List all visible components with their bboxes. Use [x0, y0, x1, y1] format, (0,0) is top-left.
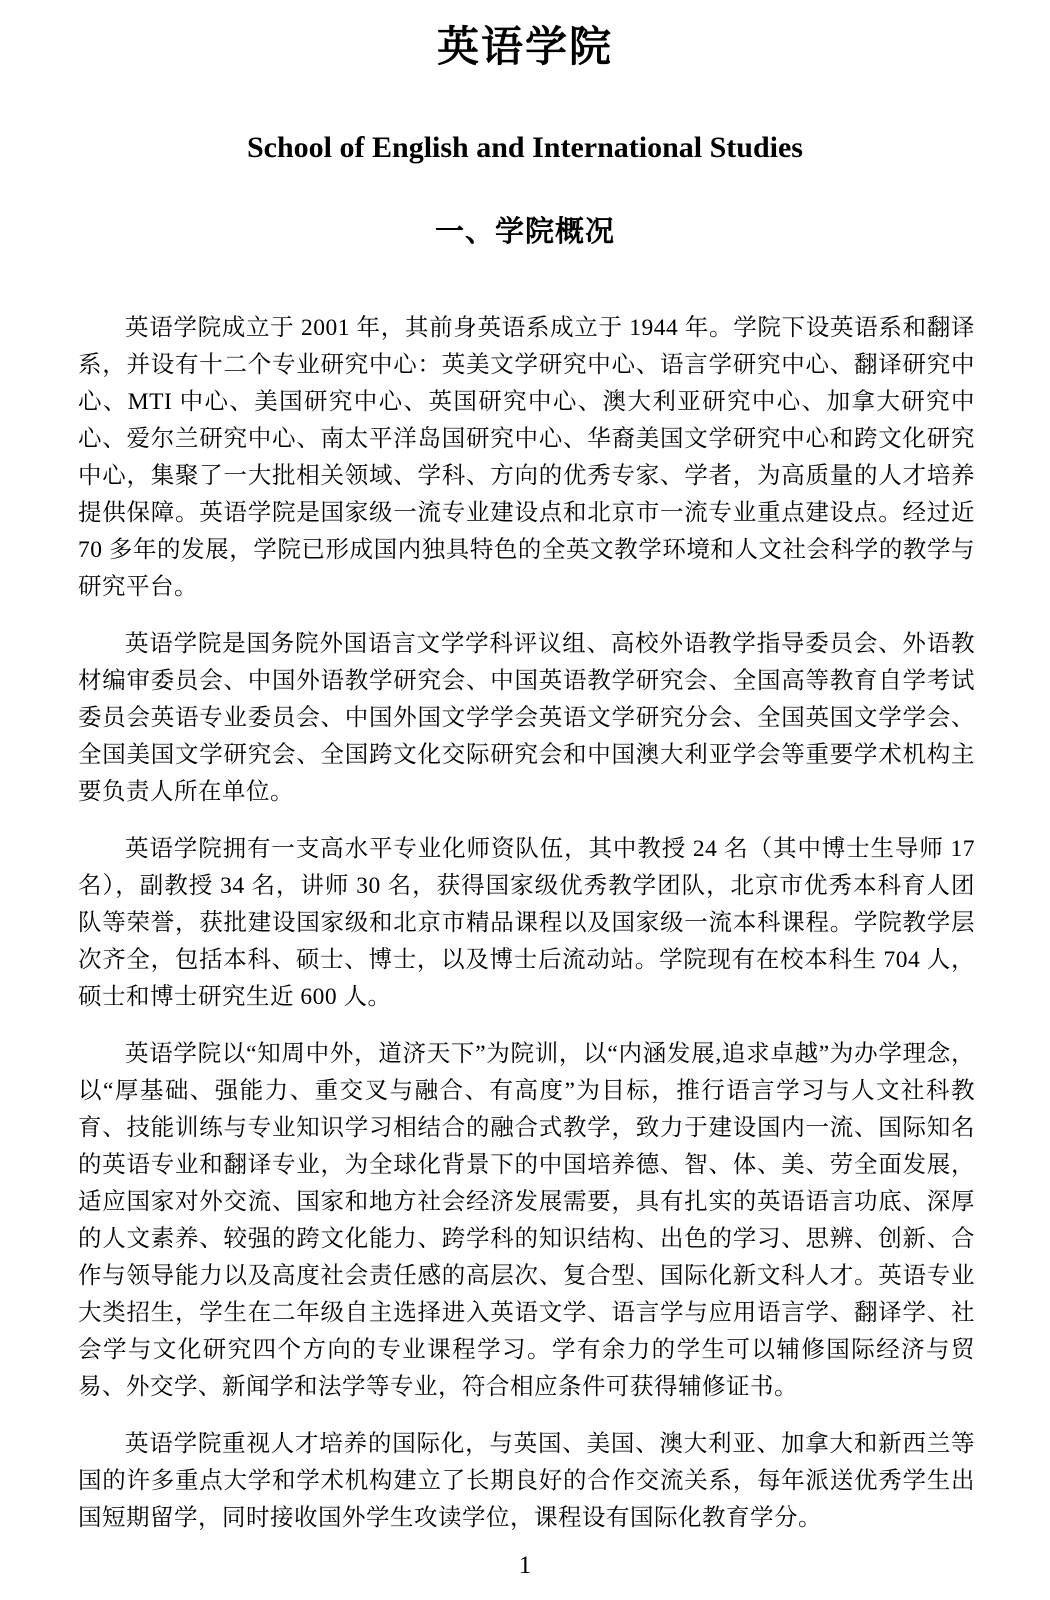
paragraph-5: 英语学院重视人才培养的国际化，与英国、美国、澳大利亚、加拿大和新西兰等国的许多重点大学和学术机构建立了长期良好的合作交流关系，每年派送优秀学生出国短期留学，同时接收国外学生攻读学位，课程设有国际化教育学分。 [78, 1430, 975, 1531]
paragraph-2: 英语学院是国务院外国语言文学学科评议组、高校外语教学指导委员会、外语教材编审委员会、中国外语教学研究会、中国英语教学研究会、全国高等教育自学考试委员会英语专业委员会、中国外国文学学会英语文学研究分会、全国英国文学学会、全国美国文学研究会、全国跨文化交际研究会和中国澳大利亚学会等重要学术机构主要负责人所在单位。 [78, 630, 975, 805]
page-title: 英语学院 [436, 25, 613, 71]
paragraph-1: 英语学院成立于 2001 年，其前身英语系成立于 1944 年。学院下设英语系和翻译系，并设有十二个专业研究中心：英美文学研究中心、语言学研究中心、翻译研究中心、MTI 中心、美国研究中心、英国研究中心、澳大利亚研究中心、加拿大研究中心、爱尔兰研究中心、南太平洋岛国研究中心、华裔美国文学研究中心和跨文化研究中心，集聚了一大批相关领域、学科、方向的优秀专家、学者，为高质量的人才培养提供保障。英语学院是国家级一流专业建设点和北京市一流专业重点建设点。经过近 70 多年的发展，学院已形成国内独具特色的全英文教学环境和人文社会科学的教学与研究平台。 [78, 314, 975, 600]
page-subtitle: School of English and International Studies [247, 131, 803, 165]
section-heading: 一、学院概况 [434, 216, 615, 249]
paragraph-4: 英语学院以“知周中外，道济天下”为院训，以“内涵发展,追求卓越”为办学理念，以“厚基础、强能力、重交叉与融合、有高度”为目标，推行语言学习与人文社科教育、技能训练与专业知识学习相结合的融合式教学，致力于建设国内一流、国际知名的英语专业和翻译专业，为全球化背景下的中国培养德、智、体、美、劳全面发展，适应国家对外交流、国家和地方社会经济发展需要，具有扎实的英语语言功底、深厚的人文素养、较强的跨文化能力、跨学科的知识结构、出色的学习、思辨、创新、合作与领导能力以及高度社会责任感的高层次、复合型、国际化新文科人才。英语专业大类招生，学生在二年级自主选择进入英语文学、语言学与应用语言学、翻译学、社会学与文化研究四个方向的专业课程学习。学有余力的学生可以辅修国际经济与贸易、外交学、新闻学和法学等专业，符合相应条件可获得辅修证书。 [78, 1040, 975, 1400]
document-body [78, 310, 975, 1537]
page-number: 1 [518, 1552, 532, 1579]
paragraph-3: 英语学院拥有一支高水平专业化师资队伍，其中教授 24 名（其中博士生导师 17 名），副教授 34 名，讲师 30 名，获得国家级优秀教学团队，北京市优秀本科育人团队等荣誉，获批建设国家级和北京市精品课程以及国家级一流本科课程。学院教学层次齐全，包括本科、硕士、博士，以及博士后流动站。学院现有在校本科生 704 人，硕士和博士研究生近 600 人。 [78, 835, 975, 1010]
